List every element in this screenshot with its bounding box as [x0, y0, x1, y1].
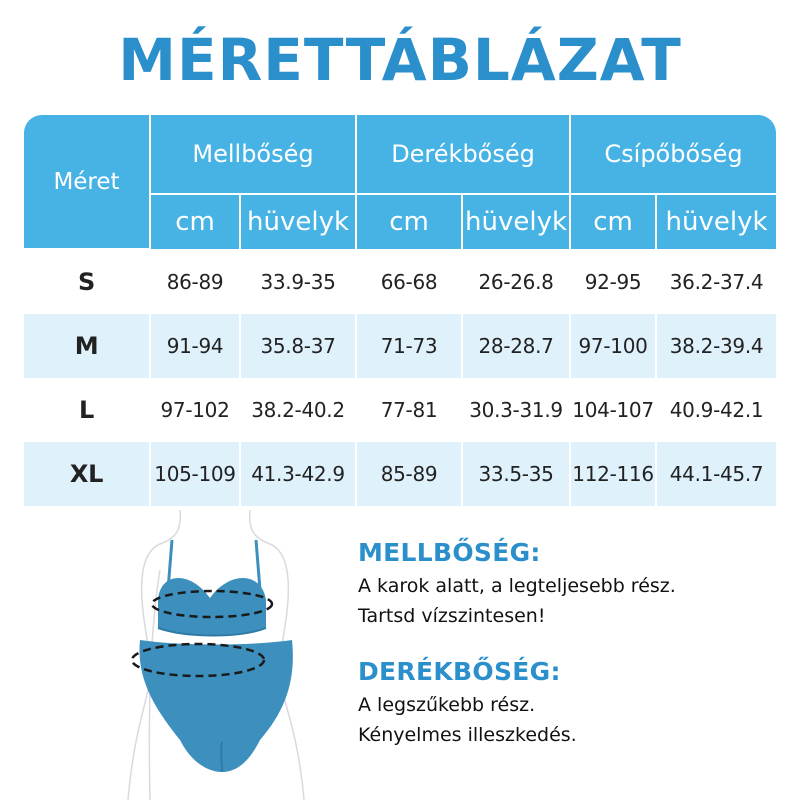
table-cell: 30.3-31.9: [462, 378, 570, 442]
unit-header: hüvelyk: [240, 194, 356, 249]
table-cell: 44.1-45.7: [656, 442, 776, 506]
bust-note-line: A karok alatt, a legteljesebb rész.: [358, 575, 676, 597]
waist-note-line: Kényelmes illeszkedés.: [358, 724, 577, 746]
table-cell: 97-102: [150, 378, 240, 442]
unit-header: hüvelyk: [656, 194, 776, 249]
table-cell: 28-28.7: [462, 314, 570, 378]
table-cell: 33.5-35: [462, 442, 570, 506]
table-cell: 85-89: [356, 442, 462, 506]
body-figure-illustration: [110, 510, 330, 800]
waist-note-heading: DERÉKBŐSÉG:: [358, 657, 561, 686]
bust-note: [358, 538, 788, 631]
table-header-row: [24, 115, 776, 194]
page-title: MÉRETTÁBLÁZAT: [118, 26, 682, 94]
unit-header: cm: [356, 194, 462, 249]
panties-shape: [139, 640, 292, 772]
bust-note-line: Tartsd vízszintesen!: [358, 605, 546, 627]
table-cell: 77-81: [356, 378, 462, 442]
size-label: M: [24, 314, 150, 378]
table-cell: 26-26.8: [462, 249, 570, 314]
table-row: [24, 314, 776, 378]
waist-note-line: A legszűkebb rész.: [358, 694, 536, 716]
size-label: L: [79, 396, 94, 424]
waist-group-header: Derékbőség: [356, 115, 570, 194]
table-cell: 40.9-42.1: [656, 378, 776, 442]
bra-shape: [158, 540, 266, 636]
table-row: [24, 442, 776, 506]
table-cell: 92-95: [570, 249, 656, 314]
table-cell: 38.2-39.4: [656, 314, 776, 378]
size-table: [24, 115, 776, 506]
table-cell: 112-116: [570, 442, 656, 506]
table-cell: 35.8-37: [240, 314, 356, 378]
measurement-notes: [358, 538, 788, 750]
table-cell: 104-107: [570, 378, 656, 442]
size-column-header: Méret: [24, 115, 150, 249]
table-cell: 41.3-42.9: [240, 442, 356, 506]
bust-group-header: Mellbőség: [150, 115, 356, 194]
table-cell: 105-109: [150, 442, 240, 506]
table-cell: 91-94: [150, 314, 240, 378]
table-cell: 97-100: [570, 314, 656, 378]
table-cell: 66-68: [356, 249, 462, 314]
table-cell: 86-89: [150, 249, 240, 314]
table-row: [24, 249, 776, 314]
bust-note-heading: MELLBŐSÉG:: [358, 538, 541, 567]
unit-header: hüvelyk: [462, 194, 570, 249]
table-cell: 36.2-37.4: [656, 249, 776, 314]
hip-group-header: Csípőbőség: [570, 115, 776, 194]
table-row: [24, 378, 776, 442]
size-label: S: [78, 268, 95, 296]
waist-note: [358, 657, 788, 750]
unit-header: cm: [570, 194, 656, 249]
size-label: XL: [24, 442, 150, 506]
table-cell: 38.2-40.2: [240, 378, 356, 442]
unit-header: cm: [150, 194, 240, 249]
table-cell: 33.9-35: [240, 249, 356, 314]
table-cell: 71-73: [356, 314, 462, 378]
